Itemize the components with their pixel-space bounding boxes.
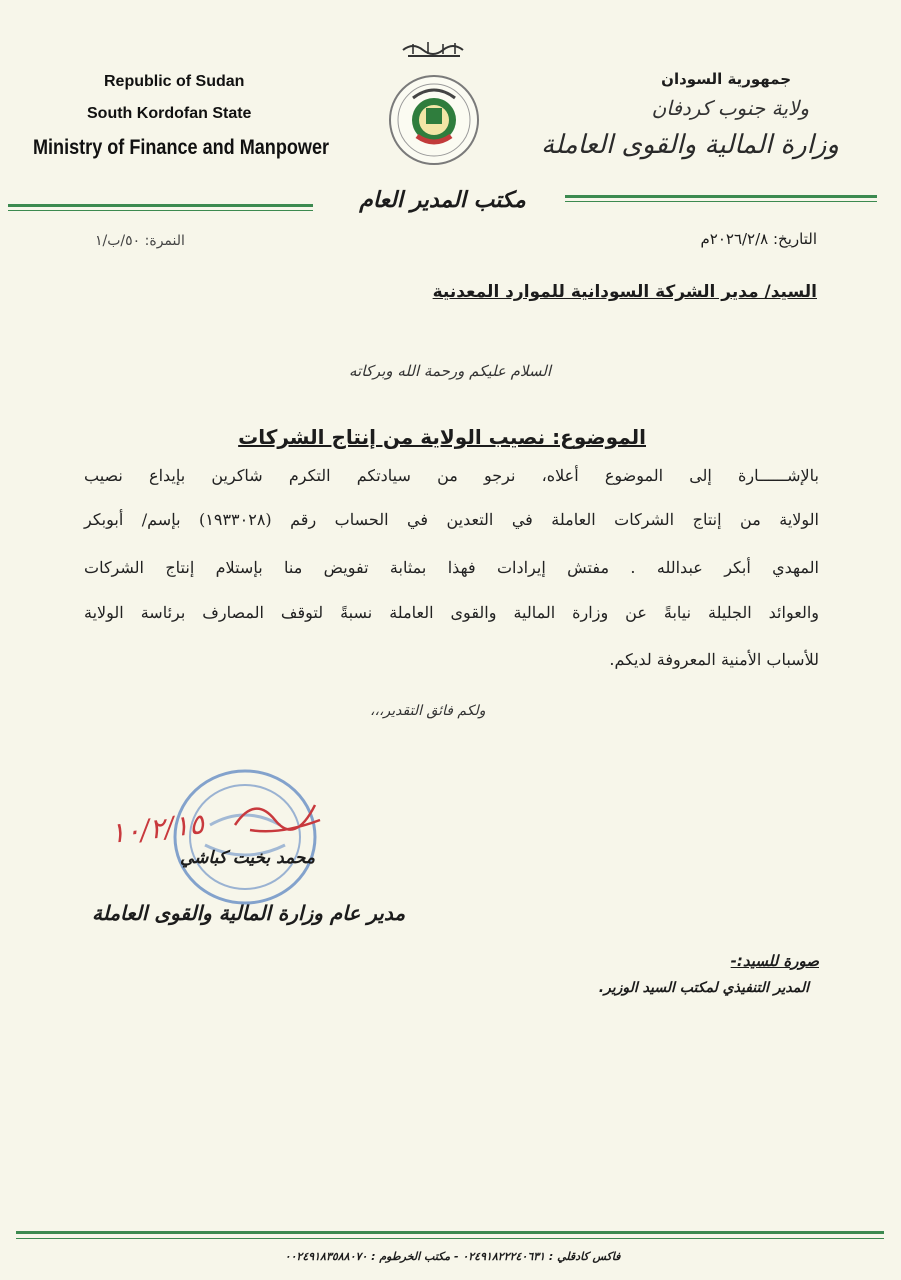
header-en-state: South Kordofan State — [87, 105, 252, 122]
letter-number: النمرة: ٥٠/ب/١ — [95, 233, 185, 249]
handwritten-signature — [230, 790, 330, 840]
handwritten-date: ١٠/٢/١٥ — [108, 807, 206, 850]
footer-rule-bottom — [16, 1238, 884, 1239]
header-ar-ministry: وزارة المالية والقوى العاملة — [541, 130, 839, 160]
office-title: مكتب المدير العام — [359, 188, 526, 213]
footer-contact: فاكس كادقلي : ٠٢٤٩١٨٢٢٢٤٠٦٣١ - مكتب الخرطوم : ٠٠٢٤٩١٨٣٥٨٨٠٧٠ — [284, 1250, 621, 1263]
body-line-4: والعوائد الجليلة نيابةً عن وزارة المالية والقوى العاملة نسبةً لتوقف المصارف برئاسة الولاية — [84, 603, 819, 622]
footer-rule-top — [16, 1231, 884, 1234]
header-rule-left-thin — [8, 210, 313, 211]
body-line-1: بالإشــــــارة إلى الموضوع أعلاه، نرجو من سيادتكم التكرم شاكرين بإيداع نصيب — [84, 466, 819, 485]
signatory-title: مدير عام وزارة المالية والقوى العاملة — [92, 901, 406, 925]
closing: ولكم فائق التقدير،،، — [370, 703, 486, 719]
greeting: السلام عليكم ورحمة الله وبركاته — [349, 362, 551, 380]
header-ar-republic: جمهورية السودان — [661, 70, 791, 88]
header-rule-right — [565, 195, 877, 198]
body-line-2: الولاية من إنتاج الشركات العاملة في التعدين في الحساب رقم (١٩٣٣٠٢٨) بإسم/ أبوبكر — [84, 510, 820, 529]
body-line-3: المهدي أبكر عبدالله . مفتش إيرادات فهذا بمثابة تفويض منا بإستلام إنتاج الشركات — [84, 558, 819, 577]
header-en-ministry: Ministry of Finance and Manpower — [33, 136, 330, 159]
state-emblem — [383, 38, 485, 170]
body-line-5: للأسباب الأمنية المعروفة لديكم. — [609, 650, 819, 669]
letter-date: التاريخ: ٢٠٢٦/٢/٨م — [700, 230, 817, 248]
header-rule-left — [8, 204, 313, 207]
signatory-name: محمد بخيت كباشي — [180, 848, 316, 868]
header-ar-state: ولاية جنوب كردفان — [651, 96, 809, 120]
header-rule-right-thin — [565, 201, 877, 202]
header-en-republic: Republic of Sudan — [104, 73, 245, 90]
copy-label: صورة للسيد:- — [730, 952, 819, 970]
recipient: السيد/ مدير الشركة السودانية للموارد المعدنية — [432, 282, 817, 302]
subject: الموضوع: نصيب الولاية من إنتاج الشركات — [238, 425, 646, 449]
copy-item: المدير التنفيذي لمكتب السيد الوزير. — [598, 980, 809, 996]
